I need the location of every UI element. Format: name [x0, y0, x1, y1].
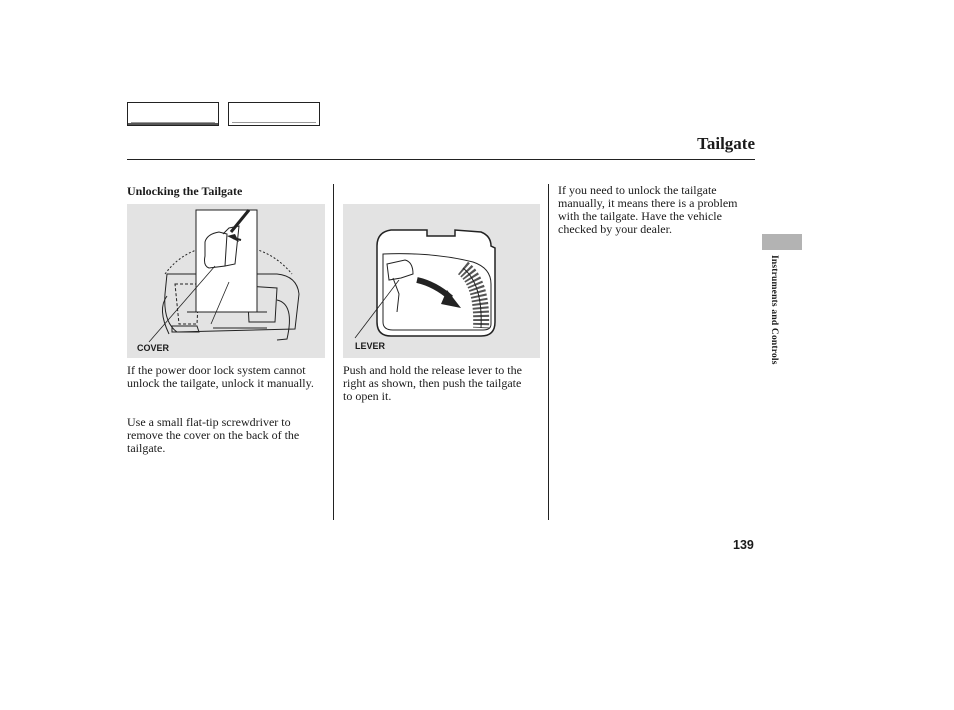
section-label: Instruments and Controls: [769, 255, 779, 365]
section-heading: Unlocking the Tailgate: [127, 184, 243, 198]
tailgate-cover-illustration: [127, 204, 325, 358]
section-tab[interactable]: [762, 234, 802, 250]
column-divider-1: [333, 184, 334, 520]
nav-button-previous[interactable]: [127, 102, 219, 126]
page-number: 139: [733, 538, 754, 552]
column1-paragraph2: Use a small flat-tip screwdriver to remove the cover on the back of the tailgate.: [127, 415, 300, 455]
column1-paragraph1: If the power door lock system cannot unlock the tailgate, unlock it manually.: [127, 363, 314, 390]
nav-button-next[interactable]: [228, 102, 320, 126]
release-lever-illustration: [343, 204, 540, 358]
title-rule: [127, 159, 755, 160]
column2-paragraph1: Push and hold the release lever to the right as shown, then push the tailgate to open it.: [343, 363, 522, 403]
cover-label: COVER: [137, 343, 170, 353]
lever-label: LEVER: [355, 341, 386, 351]
column3-paragraph1: If you need to unlock the tailgate manually, it means there is a problem with the tailgate. Have the vehicle checked by your dealer.: [558, 183, 738, 236]
page-title: Tailgate: [697, 134, 755, 153]
column-divider-2: [548, 184, 549, 520]
